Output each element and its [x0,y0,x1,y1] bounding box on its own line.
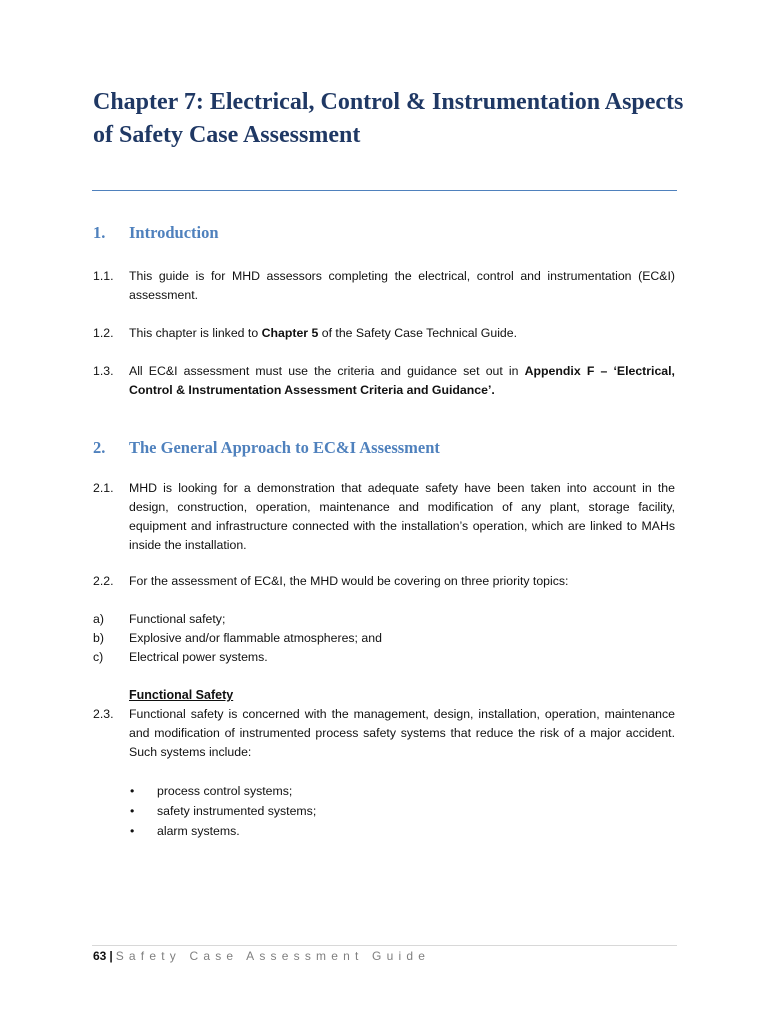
paragraph-2-3 [93,705,675,762]
footer-divider [92,945,677,946]
text-segment: This chapter is linked to [129,326,262,340]
footer-separator: | [109,949,113,963]
appendix-reference: Appendix F – ‘Electrical, Control & Instrumentation Assessment Criteria and Guidance’ [129,364,675,397]
topic-label: a) [93,612,104,626]
subheading-functional-safety: Functional Safety [129,688,234,702]
bullet-icon: • [130,824,135,838]
section-heading-general-approach [93,438,678,458]
list-item [129,781,675,801]
section-title: Introduction [129,223,219,242]
paragraph-2-1 [93,479,675,555]
list-item-text: process control systems; [157,784,293,798]
paragraph-text: For the assessment of EC&I, the MHD would be covering on three priority topics: [129,574,569,588]
paragraph-1-2 [93,324,675,343]
topic-item-c [93,648,675,667]
text-segment: All EC&I assessment must use the criteria and guidance set out in [129,364,525,378]
section-number: 1. [93,223,106,242]
paragraph-text [129,324,675,343]
bullet-icon: • [130,804,135,818]
paragraph-2-2 [93,572,675,591]
paragraph-number: 2.1. [93,481,114,495]
paragraph-number: 1.3. [93,364,114,378]
list-item-text: alarm systems. [157,824,240,838]
chapter-reference: Chapter 5 [261,326,319,340]
topic-text: Explosive and/or flammable atmospheres; and [129,631,382,645]
list-item [129,821,675,841]
systems-bullet-list [129,781,675,841]
footer-document-title: Safety Case Assessment Guide [115,949,431,963]
topic-item-b [93,629,675,648]
page-footer [93,947,430,965]
paragraph-number: 1.2. [93,326,114,340]
paragraph-text [129,362,675,400]
text-segment: of the Safety Case Technical Guide. [318,326,518,340]
text-segment: . [491,383,495,397]
paragraph-number: 2.2. [93,574,114,588]
paragraph-1-1 [93,267,675,305]
paragraph-1-3 [93,362,675,400]
list-item [129,801,675,821]
section-title: The General Approach to EC&I Assessment [129,438,440,457]
topic-label: b) [93,631,104,645]
topic-text: Functional safety; [129,612,226,626]
page-number: 63 [93,949,107,963]
topic-item-a [93,610,675,629]
paragraph-text: MHD is looking for a demonstration that adequate safety have been taken into account in the design, construction, operation, maintenance and modification of any plant, storage facility, equipment and infrastructure connected with the installation’s operation, which are linked to MAHs inside the installation. [129,481,675,552]
chapter-title: Chapter 7: Electrical, Control & Instrumentation Aspects of Safety Case Assessment [93,89,684,148]
section-number: 2. [93,438,106,457]
topic-label: c) [93,650,104,664]
topic-text: Electrical power systems. [129,650,268,664]
bullet-icon: • [130,784,135,798]
title-divider [92,190,677,191]
list-item-text: safety instrumented systems; [157,804,317,818]
paragraph-number: 1.1. [93,269,114,283]
section-heading-introduction [93,223,678,243]
paragraph-text: Functional safety is concerned with the management, design, installation, operation, maintenance and modification of instrumented process safety systems that reduce the risk of a major accident. Such systems include: [129,707,675,759]
paragraph-number: 2.3. [93,707,114,721]
paragraph-text: This guide is for MHD assessors completing the electrical, control and instrumentation (EC&I) assessment. [129,269,675,302]
